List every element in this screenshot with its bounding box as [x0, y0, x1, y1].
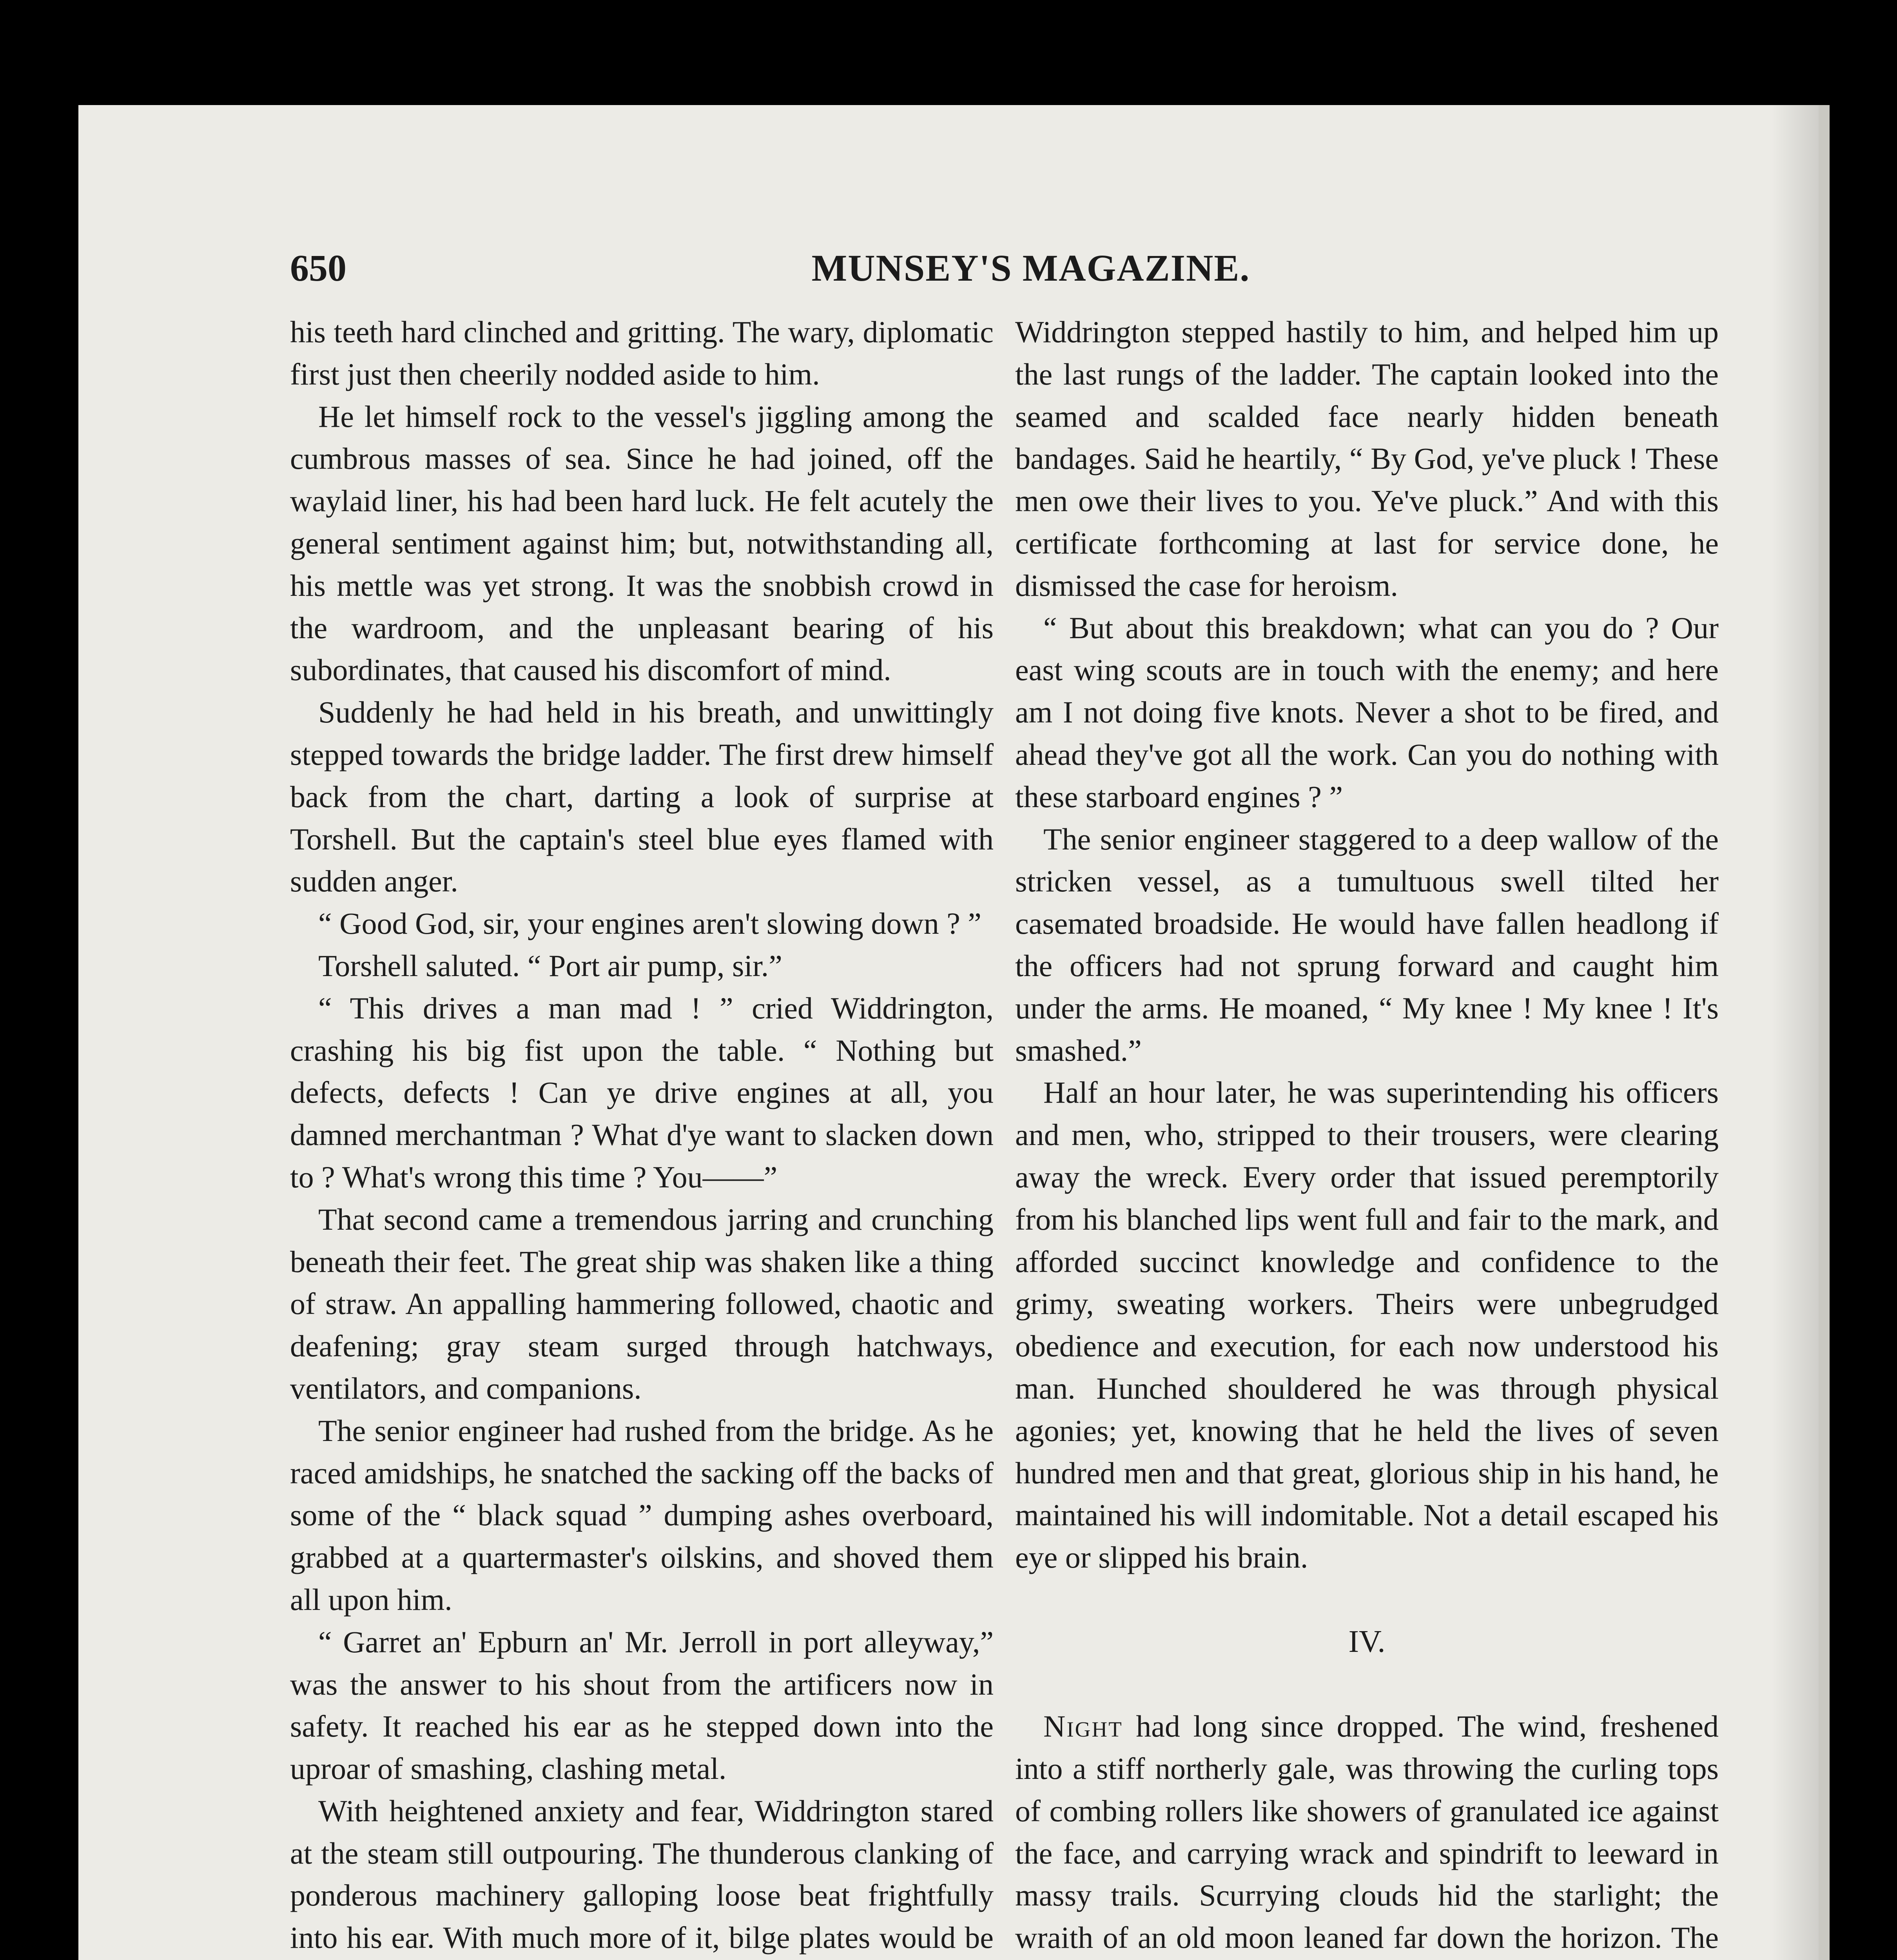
section-paragraph-text: had long since dropped. The wind, freshened into a stiff northerly gale, was throwing the curling tops of combing rollers like showers of granulated ice against the face, and carrying wrack and spindrift to leeward in massy trails. Scurrying clouds hid the starlight; the wraith of an old moon leaned far down the horizon. The [1015, 1709, 1719, 1955]
paragraph: He let himself rock to the vessel's jiggling among the cumbrous masses of sea. Since he had joined, off the waylaid liner, his had been hard luck. He felt acutely the general sentiment against him; but, notwithstanding all, his mettle was yet strong. It was the snobbish crowd in the wardroom, and the unpleasant bearing of his subordinates, that caused his discomfort of mind. [290, 399, 994, 687]
paragraph: The senior engineer staggered to a deep wallow of the stricken vessel, as a tumultuous swell tilted her casemated broadside. He would have fallen headlong if the officers had not sprung forward and caught him under the arms. He moaned, “ My knee ! My knee ! It's smashed.” [1015, 822, 1719, 1067]
page-number: 650 [290, 247, 346, 289]
paragraph: The senior engineer had rushed from the bridge. As he raced amidships, he snatched the sacking off the backs of some of the “ black squad ” dumping ashes overboard, grabbed at a quartermaster's oilskins, and shoved them all upon him. [290, 1413, 994, 1617]
magazine-page [78, 105, 1819, 1960]
paragraph: Half an hour later, he was superintending his officers and men, who, stripped to their trousers, were clearing away the wreck. Every order that issued peremptorily from his blanched lips went full and fair to the mark, and afforded succinct knowledge and confidence to the grimy, sweating workers. Theirs were unbegrudged obedience and execution, for each now understood his man. Hunched shouldered he was through physical agonies; yet, knowing that he held the lives of seven hundred men and that great, glorious ship in his hand, he maintained his will indomitable. Not a detail escaped his eye or slipped his brain. [1015, 1075, 1719, 1575]
running-title: MUNSEY'S MAGAZINE. [811, 247, 1250, 289]
right-column [1015, 311, 1719, 1960]
page-edge [1819, 105, 1830, 1960]
paragraph: “ But about this breakdown; what can you do ? Our east wing scouts are in touch with the enemy; and here am I not doing five knots. Never a shot to be fired, and ahead they've got all the work. Can you do nothing with these starboard engines ? ” [1015, 610, 1719, 814]
paragraph: Widdrington stepped hastily to him, and helped him up the last rungs of the ladder. The captain looked into the seamed and scalded face nearly hidden beneath bandages. Said he heartily, “ By God, ye've pluck ! These men owe their lives to you. Ye've pluck.” And with this certificate forthcoming at last for service done, he dismissed the case for heroism. [1015, 315, 1719, 603]
section-heading: IV. [1348, 1624, 1386, 1659]
page-header [290, 246, 1772, 301]
paragraph: Suddenly he had held in his breath, and unwittingly stepped towards the bridge ladder. The first drew himself back from the chart, darting a look of surprise at Torshell. But the captain's steel blue eyes flamed with sudden anger. [290, 695, 994, 898]
spine-shadow [1772, 105, 1819, 1960]
paragraph: Torshell saluted. “ Port air pump, sir.” [318, 948, 782, 983]
paragraph: That second came a tremendous jarring and crunching beneath their feet. The great ship was shaken like a thing of straw. An appalling hammering followed, chaotic and deafening; gray steam surged through hatchways, ventilators, and companions. [290, 1202, 994, 1405]
paragraph: With heightened anxiety and fear, Widdrington stared at the steam still outpouring. The thunderous clanking of ponderous machinery galloping loose beat frightfully into his ear. With much more of it, bilge plates would be [290, 1793, 994, 1955]
section-opening-paragraph [1015, 1705, 1719, 1960]
paragraph: his teeth hard clinched and gritting. The wary, diplomatic first just then cheerily nodded aside to him. [290, 315, 994, 391]
paragraph: “ Garret an' Epburn an' Mr. Jerroll in port alleyway,” was the answer to his shout from the artificers now in safety. It reached his ear as he stepped down into the uproar of smashing, clashing metal. [290, 1624, 994, 1786]
section-lead-word: Night [1043, 1709, 1123, 1744]
left-column [290, 311, 994, 1960]
paragraph: “ This drives a man mad ! ” cried Widdrington, crashing his big fist upon the table. “ Nothing but defects, defects ! Can ye drive engines at all, you damned merchantman ? What d'ye want to slacken down to ? What's wrong this time ? You——” [290, 991, 994, 1194]
paragraph: “ Good God, sir, your engines aren't slowing down ? ” [318, 906, 981, 941]
